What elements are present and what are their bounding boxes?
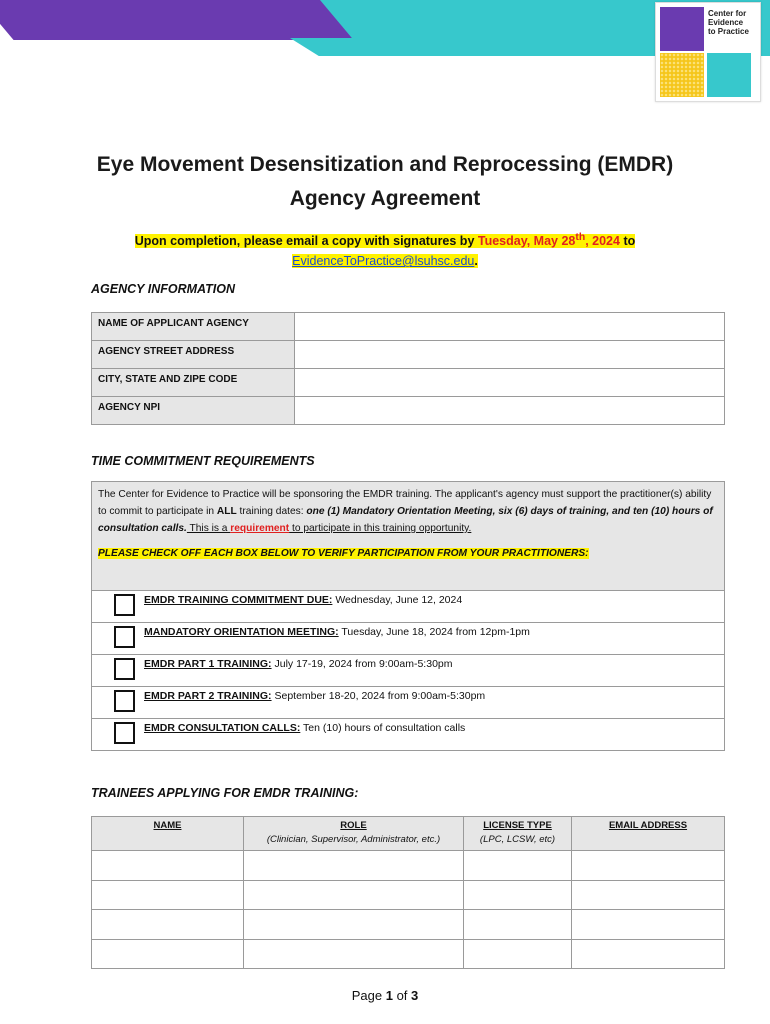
time-section-heading: TIME COMMITMENT REQUIREMENTS — [91, 454, 315, 468]
submission-notice — [0, 228, 770, 271]
notice-email-highlight: EvidenceToPractice@lsuhsc.edu. — [292, 254, 478, 269]
agency-section-heading: AGENCY INFORMATION — [91, 282, 235, 296]
check-instructions: PLEASE CHECK OFF EACH BOX BELOW TO VERIFY PARTICIPATION FROM YOUR PRACTITIONERS: — [98, 548, 589, 559]
col-role-header: ROLE (Clinician, Supervisor, Administrator, etc.) — [244, 817, 464, 851]
agency-info-table — [91, 312, 725, 425]
trainees-section-heading: TRAINEES APPLYING FOR EMDR TRAINING: — [91, 786, 359, 800]
agency-row — [92, 313, 725, 341]
email-link[interactable]: EvidenceToPractice@lsuhsc.edu — [292, 254, 475, 269]
agency-street-label: AGENCY STREET ADDRESS — [92, 341, 295, 369]
part2-training-checkbox[interactable] — [114, 690, 135, 712]
title-line-2: Agency Agreement — [289, 187, 481, 210]
logo-purple-square — [660, 7, 704, 51]
checklist-item: EMDR PART 2 TRAINING: September 18-20, 2024 from 9:00am-5:30pm — [91, 687, 725, 719]
col-email-header: EMAIL ADDRESS — [572, 817, 725, 851]
notice-before: Upon completion, please email a copy with signatures by — [134, 234, 478, 249]
agency-row — [92, 397, 725, 425]
col-name-header: NAME — [92, 817, 244, 851]
notice-date: Tuesday, May 28th, 2024 — [477, 232, 620, 249]
notice-after: to — [619, 234, 636, 249]
trainee-role-cell[interactable] — [244, 939, 464, 969]
agency-npi-field[interactable] — [295, 397, 725, 425]
trainee-role-cell[interactable] — [244, 880, 464, 910]
consultation-calls-checkbox[interactable] — [114, 722, 135, 744]
logo-teal-square — [707, 53, 751, 97]
agency-city-field[interactable] — [295, 369, 725, 397]
agency-row — [92, 341, 725, 369]
trainee-license-cell[interactable] — [464, 880, 572, 910]
checklist-item: EMDR CONSULTATION CALLS: Ten (10) hours of consultation calls — [91, 719, 725, 751]
logo-yellow-square — [660, 53, 704, 97]
trainee-license-cell[interactable] — [464, 939, 572, 969]
document-title — [0, 148, 770, 216]
trainee-license-cell[interactable] — [464, 851, 572, 881]
agency-name-field[interactable] — [295, 313, 725, 341]
logo-text: Center for Evidence to Practice — [708, 9, 749, 36]
table-row — [92, 880, 725, 910]
trainees-table — [91, 816, 725, 969]
agency-city-label: CITY, STATE AND ZIPE CODE — [92, 369, 295, 397]
table-row — [92, 910, 725, 940]
trainee-email-cell[interactable] — [572, 939, 725, 969]
part1-training-checkbox[interactable] — [114, 658, 135, 680]
agency-npi-label: AGENCY NPI — [92, 397, 295, 425]
checklist-item: MANDATORY ORIENTATION MEETING: Tuesday, June 18, 2024 from 12pm-1pm — [91, 623, 725, 655]
trainee-email-cell[interactable] — [572, 880, 725, 910]
trainee-name-cell[interactable] — [92, 910, 244, 940]
trainee-name-cell[interactable] — [92, 939, 244, 969]
trainees-header-row — [92, 817, 725, 851]
trainee-role-cell[interactable] — [244, 851, 464, 881]
commitment-due-checkbox[interactable] — [114, 594, 135, 616]
time-commitment-paragraph: The Center for Evidence to Practice will be sponsoring the EMDR training. The applicant's agency must support the practitioner(s) ability to commit to participate in ALL training dates: one (1) Mandatory Orientation Meeting, six (6) days of training, and ten (10) hours of consultation calls. This is a requirement to participate in this training opportunity. — [98, 489, 713, 534]
title-line-1: Eye Movement Desensitization and Reprocessing (EMDR) — [96, 153, 674, 176]
trainee-name-cell[interactable] — [92, 851, 244, 881]
col-license-header: LICENSE TYPE (LPC, LCSW, etc) — [464, 817, 572, 851]
trainee-email-cell[interactable] — [572, 910, 725, 940]
trainee-email-cell[interactable] — [572, 851, 725, 881]
page-number: Page 1 of 3 — [351, 988, 419, 1003]
table-row — [92, 851, 725, 881]
agency-name-label: NAME OF APPLICANT AGENCY — [92, 313, 295, 341]
orientation-meeting-checkbox[interactable] — [114, 626, 135, 648]
table-row — [92, 939, 725, 969]
trainee-license-cell[interactable] — [464, 910, 572, 940]
notice-highlight — [135, 234, 636, 248]
commitment-checklist — [91, 591, 725, 751]
agency-street-field[interactable] — [295, 341, 725, 369]
trainee-role-cell[interactable] — [244, 910, 464, 940]
center-for-evidence-logo — [655, 2, 761, 102]
agency-row — [92, 369, 725, 397]
time-commitment-box — [91, 481, 725, 591]
checklist-item: EMDR PART 1 TRAINING: July 17-19, 2024 from 9:00am-5:30pm — [91, 655, 725, 687]
requirement-word: requirement — [230, 523, 290, 534]
banner-purple-band — [0, 0, 354, 40]
trainee-name-cell[interactable] — [92, 880, 244, 910]
checklist-item: EMDR TRAINING COMMITMENT DUE: Wednesday, June 12, 2024 — [91, 591, 725, 623]
